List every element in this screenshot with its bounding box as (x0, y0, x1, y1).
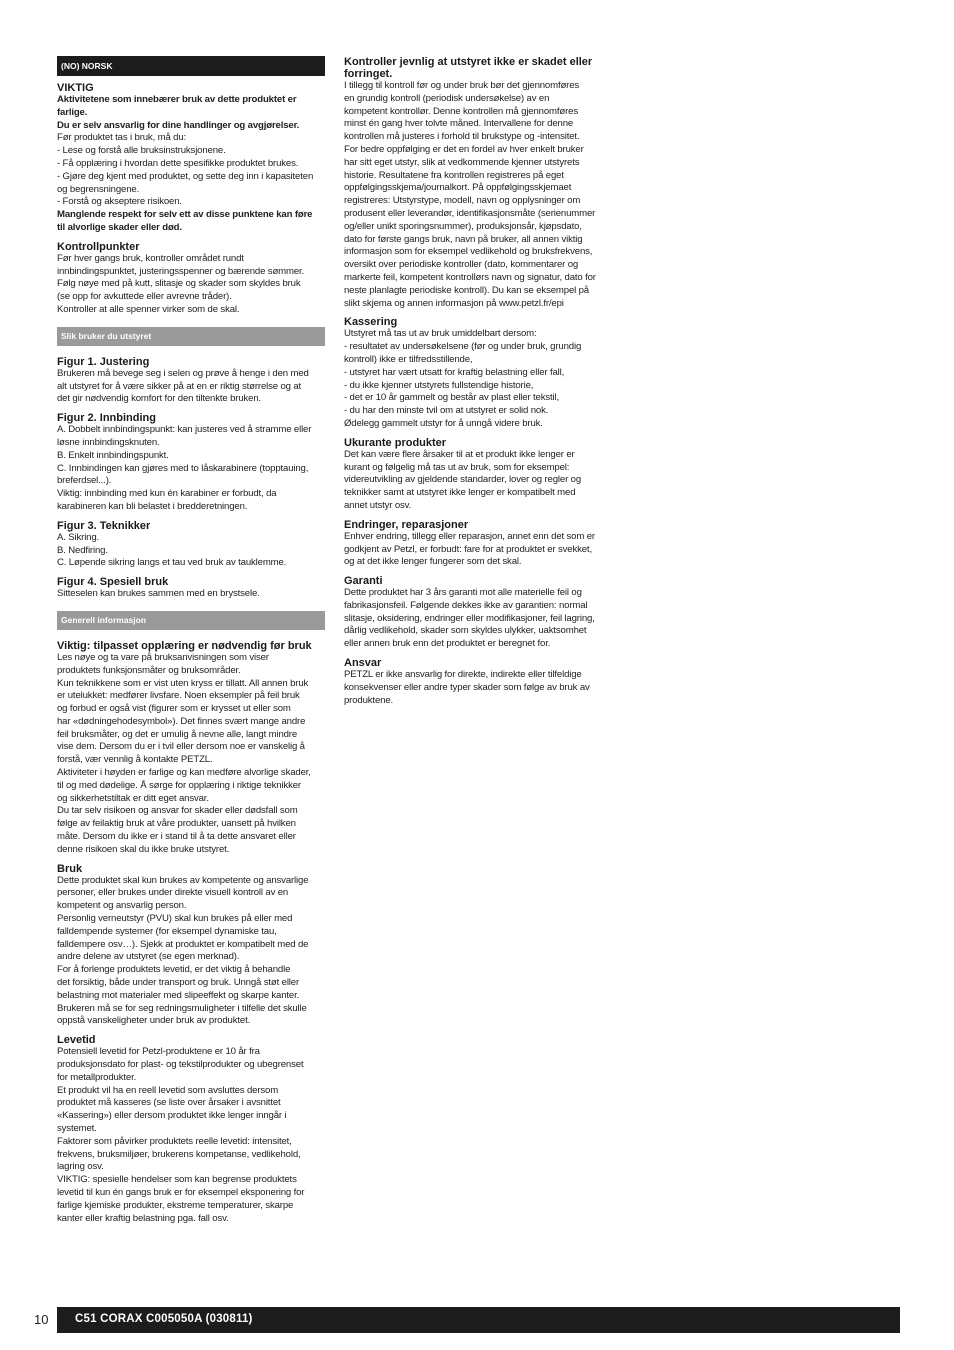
section-bar-usage: Slik bruker du utstyret (57, 327, 325, 346)
heading-ukurante: Ukurante produkter (344, 436, 447, 449)
heading-kontroller: Kontroller jevnlig at utstyret ikke er skadet eller forringet. (344, 56, 593, 80)
language-header: (NO) NORSK (57, 56, 325, 76)
section-figure-3 (57, 520, 325, 570)
viktig-warning-2: Manglende respekt for selv ett av disse punktene kan føre til alvorlige skader eller død. (57, 209, 313, 233)
heading-figure-1: Figur 1. Justering (57, 355, 150, 368)
section-kassering (344, 316, 614, 430)
page-number: 10 (34, 1312, 49, 1327)
section-kontrollpunkter (57, 241, 325, 317)
section-figure-2 (57, 412, 325, 514)
section-kontroller (344, 56, 614, 310)
heading-kontrollpunkter: Kontrollpunkter (57, 240, 140, 253)
kontroller-text: I tillegg til kontroll før og under bruk bør det gjennomføres en grundig kontroll (periodisk undersøkelse) av en kompetent kontrollør. Denne kontrollen må gjennomføres minst én gang hver tolvte måned. Intervallene for denne kontrollen må justeres i forhold til brukstype og -intensitet. For bedre oppfølging er det en fordel av hver enkelt bruker har sitt eget utstyr, slik at vedkommende kjenner utstyrets historie. Resultatene fra kontrollen registreres på eget oppfølgingsskjema/journalkort. På oppfølgingsskjemaet registreres: Utstyrstype, modell, navn og opplysninger om produsent eller leverandør, identifikasjonsmåte (serienummer og/eller unikt sporingsnummer), produksjonsår, kjøpsdato, dato for første gangs bruk, navn på bruker, all annen viktig informasjon som for eksempel vedlikehold og bruksfrekvens, oversikt over periodiske kontroller (dato, kommentarer og markerte feil, kompetent kontrollørs navn og signatur, dato for neste planlagte periodiske kontroll). Du kan se eksempel på slikt skjema og annen informasjon på www.petzl.fr/epi (344, 80, 596, 309)
heading-endringer: Endringer, reparasjoner (344, 518, 469, 531)
section-ukurante (344, 437, 614, 513)
section-bar-general: Generell informasjon (57, 611, 325, 630)
footer-bar (57, 1307, 900, 1333)
garanti-text: Dette produktet har 3 års garanti mot alle materielle feil og fabrikasjonsfeil. Følgende dekkes ikke av garantien: normal slitasje, oksidering, endringer eller modifikasjoner, feil lagring, dårlig vedlikehold, skader som skyldes ulykker, uaktsomhet eller annen bruk enn det produktet er beregnet for. (344, 587, 595, 650)
bruk-text: Dette produktet skal kun brukes av kompetente og ansvarlige personer, eller brukes under direkte visuell kontroll av en kompetent og ansvarlig person. Personlig verneutstyr (PVU) skal kun brukes på eller med falldempende systemer (for eksempel dynamiske tau, falldempere osv…). Sjekk at produktet er kompatibelt med de andre delene av utstyret (se egen merknad). For å forlenge produktets levetid, er det viktig å behandle det forsiktig, både under transport og bruk. Unngå støt eller belastning mot materialer med slipeeffekt og skarpe kanter. Brukeren må se for seg redningsmuligheter i tilfelle det skulle oppstå vanskeligheter under bruk av produktet. (57, 874, 309, 1027)
heading-viktig: VIKTIG (57, 82, 94, 94)
heading-figure-4: Figur 4. Spesiell bruk (57, 576, 169, 589)
heading-levetid: Levetid (57, 1034, 96, 1047)
section-figure-4 (57, 576, 325, 601)
footer-product-code: C51 CORAX C005050A (030811) (75, 1313, 253, 1325)
training-text: Les nøye og ta vare på bruksanvisningen som viser produktets funksjonsmåter og bruksområder. Kun teknikkene som er vist uten kryss er tillatt. All annen bruk er utelukket: medfører livsfare. Noen eksempler på feil bruk og forbud er også vist (figurer som er krysset ut eller som har «dødningehodesymbol»). Det finnes svært mange andre feil bruksmåter, og det er umulig å nevne alle, langt mindre vise dem. Dersom du er i tvil eller dersom noe er vanskelig å forstå, vær vennlig å kontakte PETZL. Aktiviteter i høyden er farlige og kan medføre alvorlige skader, til og med dødelige. Å sørge for opplæring i riktige teknikker og sikkerhetstiltak er ditt eget ansvar. Du tar selv risikoen og ansvar for skader eller dødsfall som følge av feilaktig bruk at våre produkter, uansett på hvilken måte. Dersom du ikke er i stand til å ta dette ansvaret eller denne risikoen skal du ikke bruke utstyret. (57, 651, 311, 855)
kassering-text: Utstyret må tas ut av bruk umiddelbart dersom: - resultatet av undersøkelsene (før og under bruk, grundig kontroll) ikke er tilfredsstillende, - utstyret har vært utsatt for kraftig belastning eller fall, - du ikke kjenner utstyrets fullstendige historie, - det er 10 år gammelt og består av plast eller tekstil, - du har den minste tvil om at utstyret er solid nok. Ødelegg gammelt utstyr for å unngå videre bruk. (344, 328, 582, 429)
heading-kassering: Kassering (344, 316, 398, 329)
section-ansvar (344, 657, 614, 707)
figure-1-text: Brukeren må bevege seg i selen og prøve å henge i den med alt utstyret for å være sikker på at en er riktig størrelse og at det gir nødvendig komfort for den tiltenkte bruken. (57, 367, 309, 405)
heading-training: Viktig: tilpasset opplæring er nødvendig før bruk (57, 639, 312, 652)
section-levetid (57, 1034, 325, 1225)
heading-ansvar: Ansvar (344, 657, 382, 670)
ukurante-text: Det kan være flere årsaker til at et produkt ikke lenger er kurant og følgelig må tas ut av bruk, som for eksempel: videreutvikling av gjeldende standarder, lover og regler og teknikker samt at utstyret ikke lenger er kompatibelt med annet utstyr osv. (344, 448, 582, 511)
viktig-text: Før produktet tas i bruk, må du: - Lese og forstå alle bruksinstruksjonene. - Få opplæring i hvordan dette spesifikke produktet brukes. - Gjøre deg kjent med produktet, og sette deg inn i kapasiteten og begrensningene. - Forstå og akseptere risikoen. (57, 132, 314, 208)
ansvar-text: PETZL er ikke ansvarlig for direkte, indirekte eller tilfeldige konsekvenser eller andre typer skader som følge av bruk av produktene. (344, 669, 590, 706)
viktig-warning: Aktivitetene som innebærer bruk av dette produktet er farlige. Du er selv ansvarlig for dine handlinger og avgjørelser. (57, 94, 300, 131)
heading-figure-2: Figur 2. Innbinding (57, 412, 156, 425)
right-column (344, 56, 614, 713)
figure-2-text: A. Dobbelt innbindingspunkt: kan justeres ved å stramme eller løsne innbindingsknuten. B. Enkelt innbindingspunkt. C. Innbindingen kan gjøres med to låskarabinere (topptauing, breferdsel...). Viktig: innbinding med kun én karabiner er forbudt, da karabineren kan bli belastet i bredderetningen. (57, 424, 312, 512)
endringer-text: Enhver endring, tillegg eller reparasjon, annet enn det som er godkjent av Petzl, er forbudt: fare for at produktet er svekket, og at det ikke lenger fungerer som det skal. (344, 530, 595, 568)
section-figure-1 (57, 356, 325, 406)
heading-bruk: Bruk (57, 862, 83, 875)
figure-3-text: A. Sikring. B. Nedfiring. C. Løpende sikring langs et tau ved bruk av tauklemme. (57, 531, 287, 569)
section-viktig (57, 82, 325, 235)
section-endringer (344, 519, 614, 569)
heading-garanti: Garanti (344, 575, 383, 588)
heading-figure-3: Figur 3. Teknikker (57, 519, 151, 532)
figure-4-text: Sitteselen kan brukes sammen med en brystsele. (57, 588, 260, 600)
kontrollpunkter-text: Før hver gangs bruk, kontroller området rundt innbindingspunktet, justeringsspenner og bærende sømmer. Følg nøye med på kutt, slitasje og skader som skyldes bruk (se opp for avkuttede eller avrevne tråder). Kontroller at alle spenner virker som de skal. (57, 252, 305, 315)
section-training (57, 640, 325, 857)
section-bruk (57, 863, 325, 1029)
levetid-text: Potensiell levetid for Petzl-produktene er 10 år fra produksjonsdato for plast- og tekstilprodukter og ubegrenset for metallprodukter. Et produkt vil ha en reell levetid som avsluttes dersom produktet må kasseres (se liste over årsaker i avsnittet «Kassering») eller dersom produktet ikke lenger inngår i systemet. Faktorer som påvirker produktets reelle levetid: intensitet, frekvens, bruksmiljøer, brukerens kompetanse, vedlikehold, lagring osv. VIKTIG: spesielle hendelser som kan begrense produktets levetid til kun én gangs bruk er for eksempel eksponering for farlige kjemiske produkter, ekstreme temperaturer, skarpe kanter eller kraftig belastning pga. fall osv. (57, 1046, 305, 1224)
left-column (57, 56, 325, 1231)
section-garanti (344, 575, 614, 651)
